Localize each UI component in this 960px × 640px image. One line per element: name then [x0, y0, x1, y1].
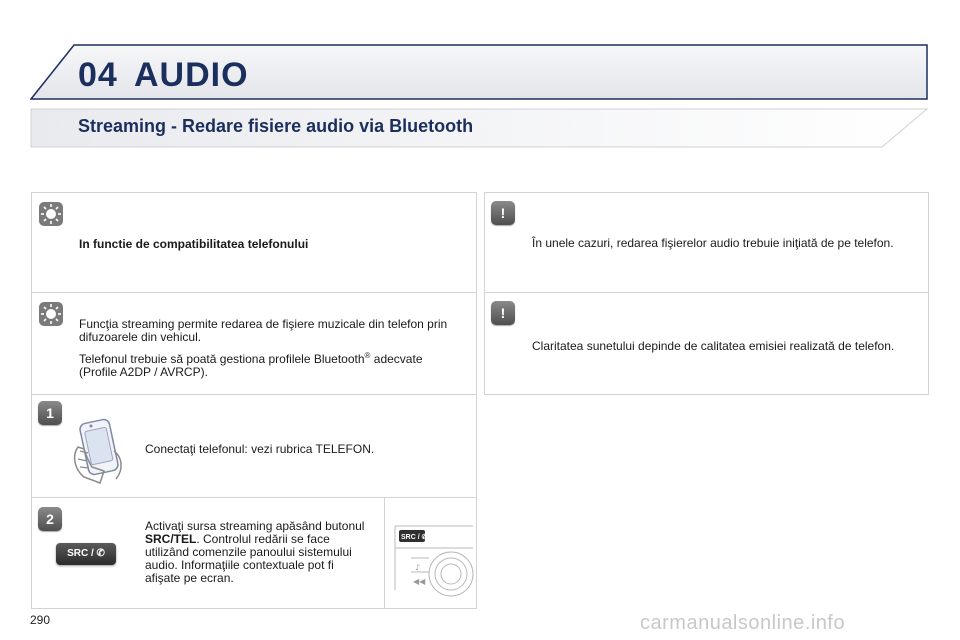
step-1-badge: 1 [38, 401, 62, 425]
right-panel [484, 192, 929, 395]
warning-icon: ! [491, 301, 515, 325]
note-clarity-text: Claritatea sunetului depinde de calitatea emisiei realizată de telefon. [532, 339, 895, 353]
tip-streaming-row [32, 293, 476, 395]
src-tel-button-label: SRC / ✆ [67, 548, 105, 559]
note-clarity-row [485, 293, 928, 394]
music-note-icon: ♪ [415, 563, 421, 572]
lightbulb-icon [38, 201, 64, 232]
warning-icon: ! [491, 201, 515, 225]
rewind-icon: ◀◀ [413, 577, 426, 586]
tip-streaming-para1: Funcţia streaming permite redarea de fişiere muzicale din telefon prin difuzoarele din vehicul. [79, 317, 448, 344]
tip-compatibility-text: In functie de compatibilitatea telefonului [79, 237, 309, 251]
left-panel [31, 192, 477, 609]
tip-streaming-text [79, 318, 459, 384]
lightbulb-icon [38, 301, 64, 332]
src-tel-button[interactable] [56, 543, 116, 565]
step-2-row [32, 498, 476, 608]
watermark: carmanualsonline.info [640, 612, 846, 634]
step-1-text: Conectaţi telefonul: vezi rubrica TELEFON. [145, 442, 375, 456]
chapter-number: 04 [78, 56, 118, 94]
step-2-text: Activaţi sursa streaming apăsând butonul SRC/TEL. Controlul redării se face utilizând comenzile panoului sistemului audio. Informaţiile contextuale pot fi afişate pe ecran. [145, 519, 365, 585]
note-initiate-text: În unele cazuri, redarea fişierelor audio trebuie iniţiată de pe telefon. [532, 236, 894, 250]
page-number: 290 [30, 613, 51, 627]
radio-src-tel-key-label: SRC / ✆ [401, 534, 428, 541]
hand-phone-icon [70, 417, 132, 490]
tip-streaming-para2: Telefonul trebuie să poată gestiona profilele Bluetooth® adecvate (Profile A2DP / AVRCP). [79, 351, 423, 379]
step-2-badge: 2 [38, 507, 62, 531]
section-title: Streaming - Redare fisiere audio via Bluetooth [78, 116, 474, 136]
tip-compatibility-row [32, 193, 476, 293]
radio-panel-illustration [384, 498, 477, 608]
radio-panel-drawing [385, 498, 477, 608]
chapter-title: AUDIO [134, 56, 249, 94]
note-initiate-row [485, 193, 928, 293]
step-1-row [32, 395, 476, 498]
